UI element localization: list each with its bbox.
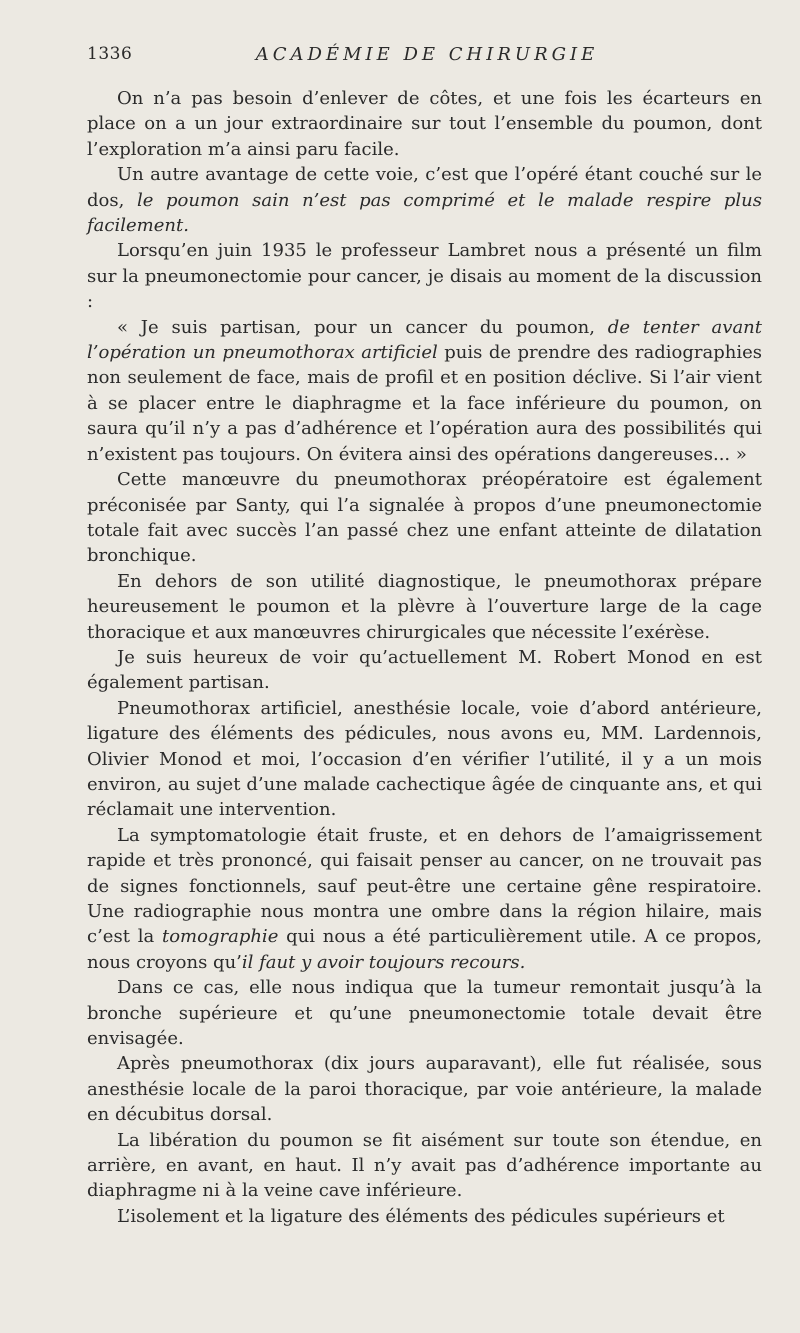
italic-text: tomographie bbox=[161, 926, 279, 948]
paragraph bbox=[87, 162, 762, 238]
paragraph bbox=[87, 975, 762, 1051]
text-run: En dehors de son utilité diagnostique, le pneumothorax prépare heureusement le poumon et la plèvre à l’ouverture large de la cage thoracique et aux manœuvres chirurgicales que nécessite l’exérèse. bbox=[87, 570, 762, 643]
text-run: qui nous a été particulièrement utile. A ce propos, nous croyons qu’ bbox=[87, 926, 762, 973]
page-header bbox=[87, 44, 767, 74]
paragraph bbox=[87, 315, 762, 467]
italic-text: il faut y avoir toujours recours. bbox=[241, 951, 526, 973]
italic-text: de tenter avant l’opération un pneumothorax artificiel bbox=[87, 316, 762, 364]
text-run: Pneumothorax artificiel, anesthésie locale, voie d’abord antérieure, ligature des éléments des pédicules, nous avons eu, MM. Lardennois, Olivier Monod et moi, l’occasion d’en vérifier l’utilité, il y a un mois environ, au sujet d’une malade cachectique âgée de cinquante ans, et qui réclamait une intervention. bbox=[87, 697, 762, 821]
paragraph bbox=[87, 645, 762, 696]
page-number: 1336 bbox=[87, 44, 133, 64]
text-run: Lorsqu’en juin 1935 le professeur Lambret nous a présenté un film sur la pneumonectomie pour cancer, je disais au moment de la discussion : bbox=[87, 240, 762, 313]
paragraph bbox=[87, 86, 762, 162]
italic-text: le poumon sain n’est pas comprimé et le malade respire plus facilement. bbox=[87, 189, 762, 237]
text-run: puis de prendre des radiographies non seulement de face, mais de profil et en position déclive. Si l’air vient à se placer entre le diaphragme et la face inférieure du poumon, on saura qu’il n’y a pas d’adhérence et l’opération aura des possibilités qui n’existent pas toujours. On évitera ainsi des opérations dangereuses... » bbox=[87, 342, 762, 465]
text-run: Je suis heureux de voir qu’actuellement M. Robert Monod en est également partisan. bbox=[87, 646, 762, 694]
text-run: « Je suis partisan, pour un cancer du poumon, bbox=[117, 316, 608, 338]
text-run: L’isolement et la ligature des éléments des pédicules supérieurs et bbox=[117, 1205, 725, 1227]
paragraph bbox=[87, 569, 762, 645]
text-run: La libération du poumon se fit aisément sur toute son étendue, en arrière, en avant, en haut. Il n’y avait pas d’adhérence importante au diaphragme ni à la veine cave inférieure. bbox=[87, 1129, 762, 1202]
paragraph bbox=[87, 1204, 762, 1229]
text-run: On n’a pas besoin d’enlever de côtes, et une fois les écarteurs en place on a un jour extraordinaire sur tout l’ensemble du poumon, dont l’exploration m’a ainsi paru facile. bbox=[87, 88, 762, 160]
text-run: Après pneumothorax (dix jours auparavant), elle fut réalisée, sous anesthésie locale de la paroi thoracique, par voie antérieure, la malade en décubitus dorsal. bbox=[87, 1053, 762, 1126]
paragraph bbox=[87, 1128, 762, 1204]
paragraph bbox=[87, 238, 762, 314]
text-run: Cette manœuvre du pneumothorax préopératoire est également préconisée par Santy, qui l’a signalée à propos d’une pneumonectomie totale fait avec succès l’an passé chez une enfant atteinte de dilatation bronchique. bbox=[87, 469, 762, 567]
text-run: Dans ce cas, elle nous indiqua que la tumeur remontait jusqu’à la bronche supérieure et qu’une pneumonectomie totale devait être envisagée. bbox=[87, 977, 762, 1050]
text-run: Un autre avantage de cette voie, c’est que l’opéré étant couché sur le dos, bbox=[87, 164, 762, 211]
text-run: La symptomatologie était fruste, et en dehors de l’amaigrissement rapide et très prononcé, qui faisait penser au cancer, on ne trouvait pas de signes fonctionnels, sauf peut-être une certaine gêne respiratoire. Une radiographie nous montra une ombre dans la région hilaire, mais c’est la bbox=[87, 824, 762, 948]
paragraph bbox=[87, 467, 762, 569]
paragraph bbox=[87, 823, 762, 975]
paragraph bbox=[87, 696, 762, 823]
running-title: ACADÉMIE DE CHIRURGIE bbox=[255, 44, 599, 65]
paragraph bbox=[87, 1051, 762, 1127]
article-body bbox=[87, 86, 762, 1229]
